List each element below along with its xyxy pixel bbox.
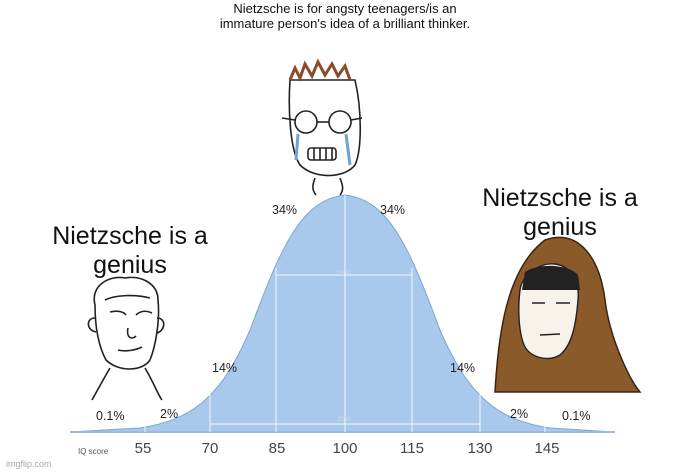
top-caption: Nietzsche is for angsty teenagers/is an immature person's idea of a brilliant thinker. [219,1,471,31]
watermark: imgflip.com [6,459,52,469]
tick-label: 130 [467,440,493,457]
tick-label: 55 [134,440,152,457]
tick-label: 100 [332,440,358,457]
tick-label: 145 [534,440,560,457]
percent-68-inner: 68% [336,270,352,277]
percent-01-right: 0.1% [562,409,591,423]
percent-01-left: 0.1% [96,409,125,423]
crying-wojak-face [282,62,362,195]
right-caption: Nietzsche is a genius [482,184,638,241]
percent-2-right: 2% [510,407,529,421]
percent-34-left: 34% [272,203,298,217]
tick-label: 85 [268,440,286,457]
percent-2-left: 2% [160,407,179,421]
hooded-monk-figure [495,237,640,392]
percent-95-inner: 95% [336,416,352,423]
simple-wojak-face [88,277,163,400]
tick-label: 70 [201,440,219,457]
tick-label: 115 [400,440,424,457]
left-caption: Nietzsche is a genius [52,222,208,279]
percent-14-left: 14% [212,361,238,375]
percent-14-right: 14% [450,361,476,375]
axis-label: IQ score [78,447,109,456]
percent-34-right: 34% [380,203,406,217]
